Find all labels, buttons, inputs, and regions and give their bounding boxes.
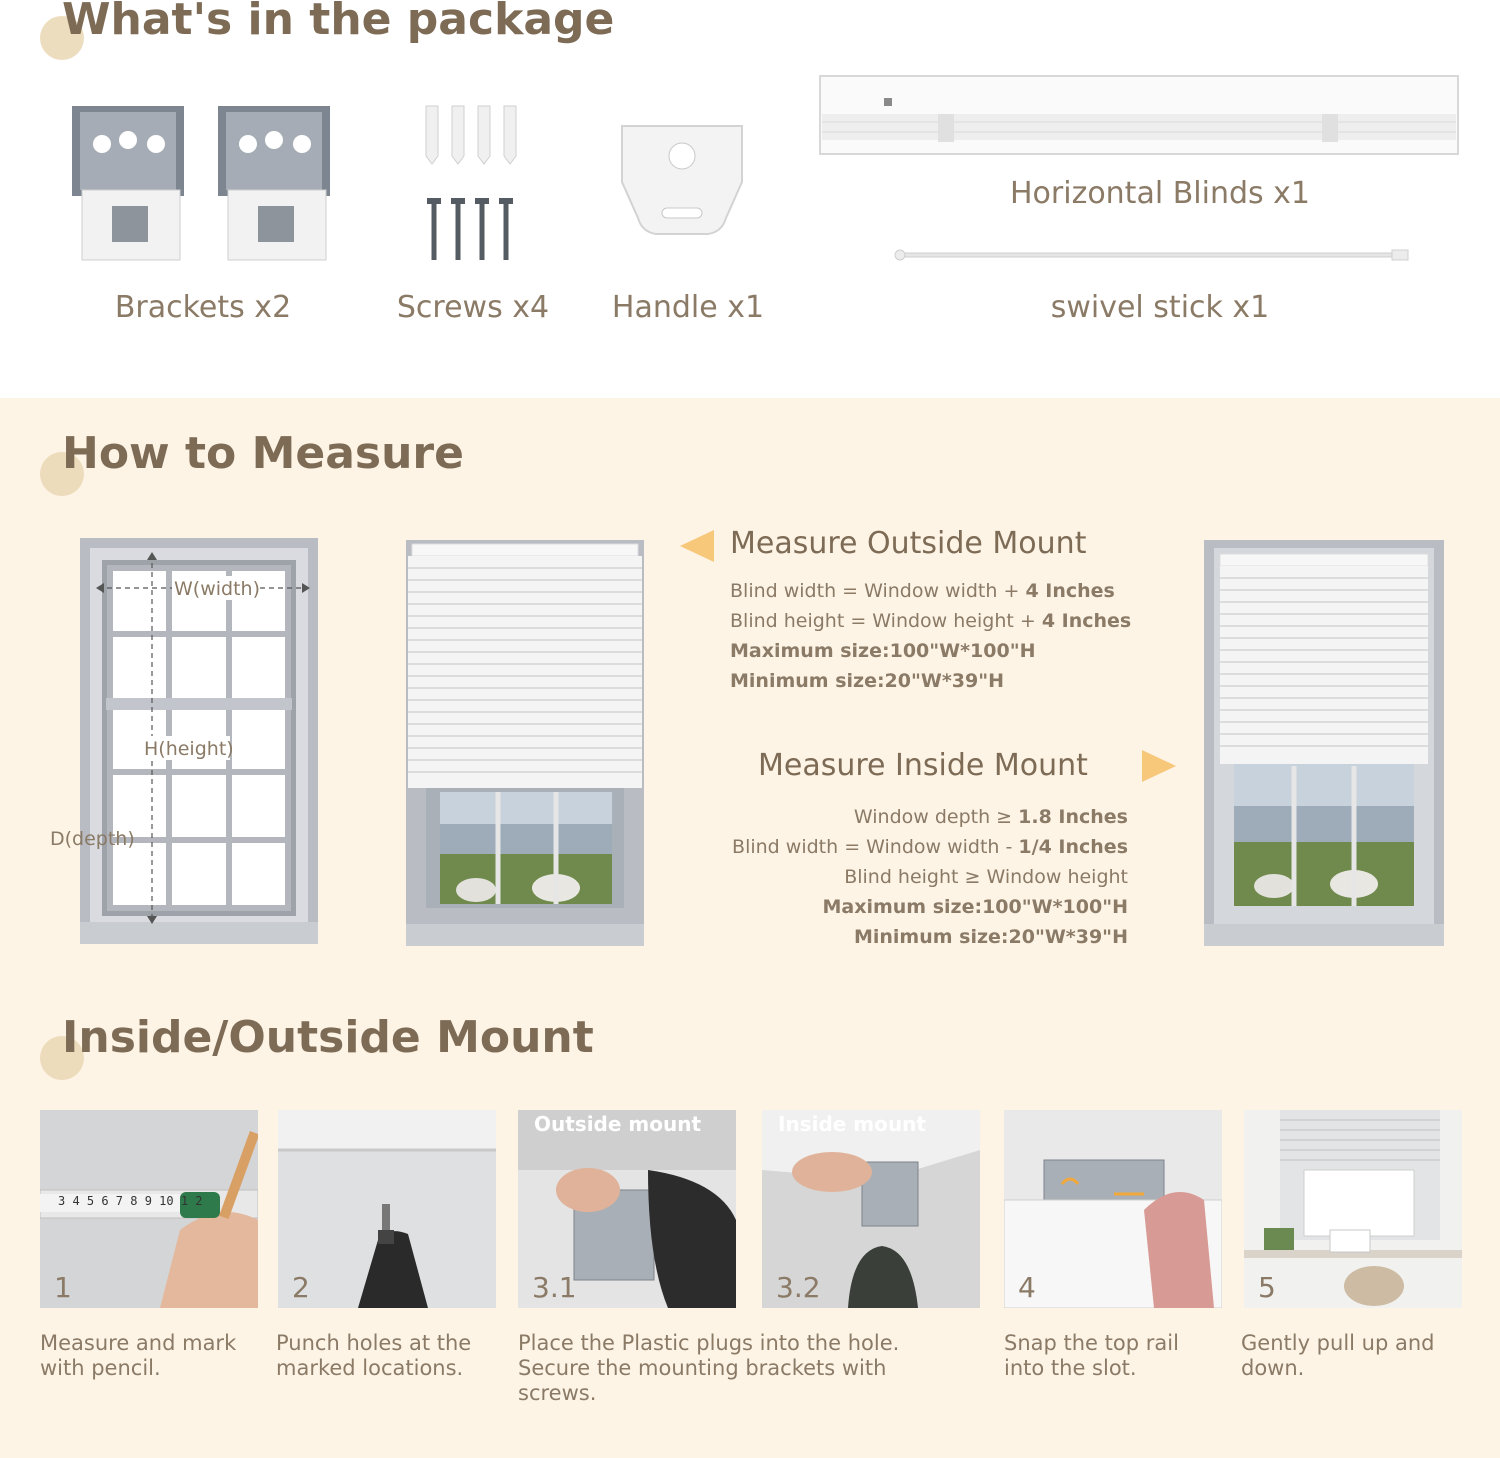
inside-mount-photo xyxy=(1204,540,1444,946)
outside-line4: Minimum size:20"W*39"H xyxy=(730,670,1005,692)
swivel-stick-label: swivel stick x1 xyxy=(1050,290,1270,325)
inside-mount-tag: Inside mount xyxy=(778,1112,926,1136)
step-number: 4 xyxy=(1018,1271,1036,1304)
outside-mount-photo xyxy=(406,540,644,946)
step-5-text: Gently pull up and down. xyxy=(1241,1331,1435,1380)
step-number: 1 xyxy=(54,1271,72,1304)
bracket-right xyxy=(218,106,330,260)
blinds-label: Horizontal Blinds x1 xyxy=(1009,176,1311,211)
screws-label: Screws x4 xyxy=(396,290,550,325)
step-3-text: Place the Plastic plugs into the hole. Secure the mounting brackets with screws. xyxy=(518,1331,900,1405)
inside-line1: Window depth ≥ 1.8 Inches xyxy=(853,806,1128,828)
swivel-stick-image xyxy=(892,248,1412,262)
step-1-image xyxy=(40,1110,258,1308)
height-label: H(height) xyxy=(144,738,234,760)
inside-line3: Blind height ≥ Window height xyxy=(844,866,1128,888)
inside-line5: Minimum size:20"W*39"H xyxy=(853,926,1128,948)
inside-line4: Maximum size:100"W*100"H xyxy=(822,896,1128,918)
blinds-rail-image xyxy=(818,74,1460,156)
outside-line2: Blind height = Window height + 4 Inches xyxy=(730,610,1132,632)
step-1-text: Measure and mark with pencil. xyxy=(40,1331,237,1380)
arrow-right-icon xyxy=(1142,750,1176,782)
handle-image xyxy=(618,122,746,240)
outside-mount-heading: Measure Outside Mount xyxy=(730,526,1087,561)
step-3-2-image xyxy=(762,1110,980,1308)
width-label: W(width) xyxy=(174,578,260,600)
screws-image xyxy=(418,102,522,268)
step-number: 3.1 xyxy=(532,1271,577,1304)
handle-label: Handle x1 xyxy=(611,290,765,325)
inside-mount-heading: Measure Inside Mount xyxy=(758,748,1088,783)
step-2-image xyxy=(278,1110,496,1308)
outside-mount-tag: Outside mount xyxy=(534,1112,702,1136)
outside-line1: Blind width = Window width + 4 Inches xyxy=(730,580,1115,602)
step-2-text: Punch holes at the marked locations. xyxy=(276,1331,472,1380)
step-number: 5 xyxy=(1258,1271,1276,1304)
depth-label: D(depth) xyxy=(50,828,135,850)
step-4-text: Snap the top rail into the slot. xyxy=(1004,1331,1179,1380)
brackets-image xyxy=(66,102,341,264)
outside-line3: Maximum size:100"W*100"H xyxy=(730,640,1036,662)
tape-digits: 3 4 5 6 7 8 9 10 1 2 xyxy=(58,1194,203,1208)
brackets-label: Brackets x2 xyxy=(114,290,292,325)
step-number: 3.2 xyxy=(776,1271,821,1304)
package-title: What's in the package xyxy=(62,0,615,45)
step-number: 2 xyxy=(292,1271,310,1304)
inside-line2: Blind width = Window width - 1/4 Inches xyxy=(732,836,1128,858)
mount-title: Inside/Outside Mount xyxy=(62,1012,594,1063)
arrow-left-icon xyxy=(680,530,714,562)
step-4-image xyxy=(1004,1110,1222,1308)
step-3-1-image xyxy=(518,1110,736,1308)
measure-title: How to Measure xyxy=(62,428,464,479)
bracket-left xyxy=(72,106,184,260)
step-5-image xyxy=(1244,1110,1462,1308)
